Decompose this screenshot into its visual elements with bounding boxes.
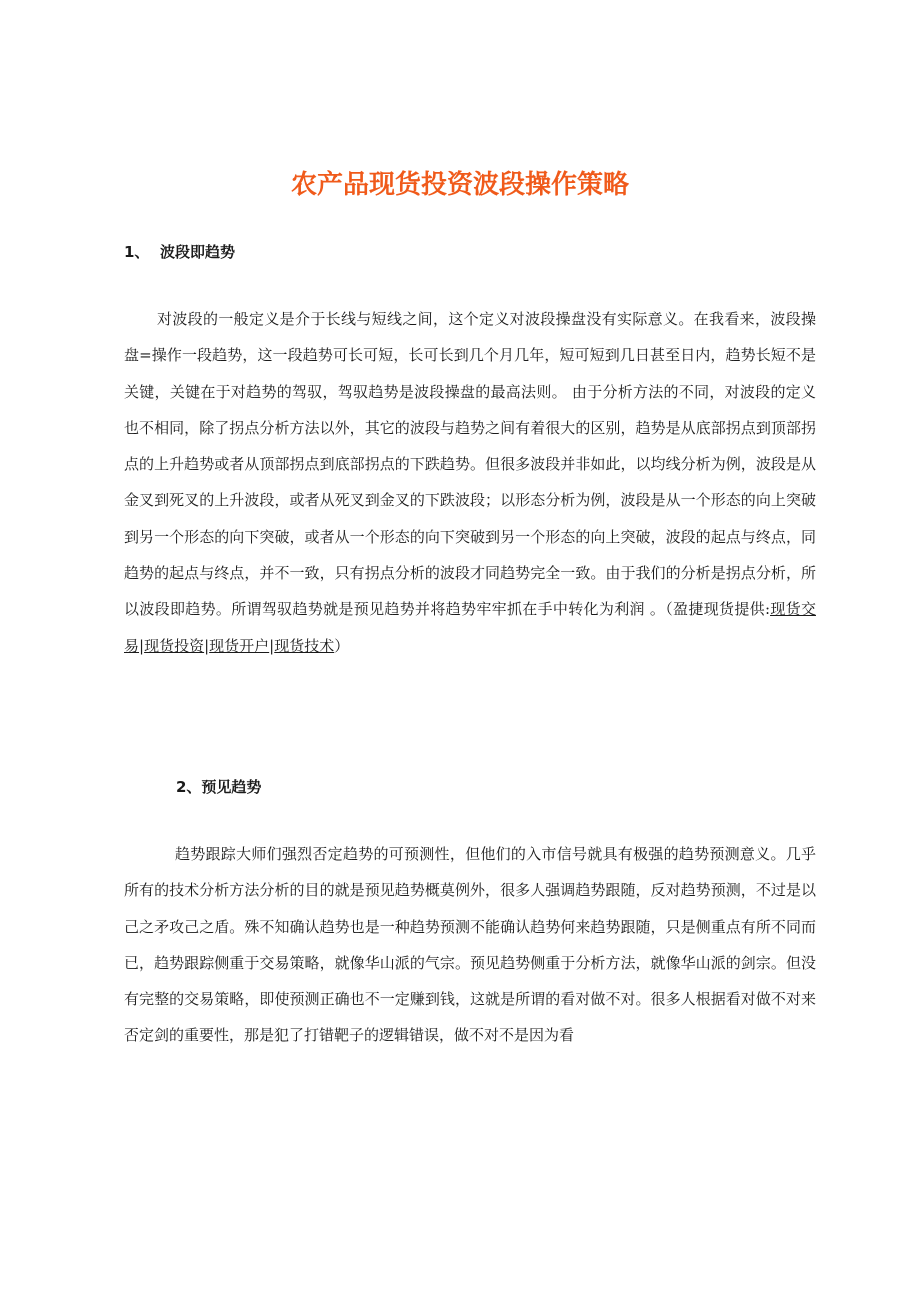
section-2-paragraph: 趋势跟踪大师们强烈否定趋势的可预测性，但他们的入市信号就具有极强的趋势预测意义。几乎所有的技术分析方法分析的目的就是预见趋势概莫例外，很多人强调趋势跟随，反对趋势预测，不过是以己之矛攻己之盾。殊不知确认趋势也是一种趋势预测不能确认趋势何来趋势跟随，只是侧重点有所不同而已，趋势跟踪侧重于交易策略，就像华山派的气宗。预见趋势侧重于分析方法，就像华山派的剑宗。但没有完整的交易策略，即使预测正确也不一定赚到钱，这就是所谓的看对做不对。很多人根据看对做不对来否定剑的重要性，那是犯了打错靶子的逻辑错误，做不对不是因为看 <box>124 845 816 1045</box>
link-separator: | <box>204 636 210 655</box>
section-1-paragraph <box>124 301 816 664</box>
section-1-heading-text: 波段即趋势 <box>160 243 236 261</box>
source-prefix: （盈捷现货提供: <box>665 600 771 619</box>
link-separator: | <box>139 636 145 655</box>
link-spot-account-opening[interactable]: 现货开户 <box>209 636 270 655</box>
document-title: 农产品现货投资波段操作策略 <box>290 170 629 200</box>
section-2-heading: 2、预见趋势 <box>176 778 262 796</box>
link-spot-investment[interactable]: 现货投资 <box>144 636 205 655</box>
link-spot-trading[interactable]: 现货交易 <box>124 600 816 655</box>
link-separator: | <box>269 636 275 655</box>
section-1-heading <box>124 240 235 264</box>
section-1-body: 对波段的一般定义是介于长线与短线之间，这个定义对波段操盘没有实际意义。在我看来，波段操盘=操作一段趋势，这一段趋势可长可短，长可长到几个月几年，短可短到几日甚至日内，趋势长短不是关键，关键在于对趋势的驾驭，驾驭趋势是波段操盘的最高法则。 由于分析方法的不同，对波段的定义也不相同，除了拐点分析方法以外，其它的波段与趋势之间有着很大的区别，趋势是从底部拐点到顶部拐点的上升趋势或者从顶部拐点到底部拐点的下跌趋势。但很多波段并非如此，以均线分析为例，波段是从金叉到死叉的上升波段，或者从死叉到金叉的下跌波段；以形态分析为例，波段是从一个形态的向上突破到另一个形态的向下突破，或者从一个形态的向下突破到另一个形态的向上突破，波段的起点与终点，同趋势的起点与终点，并不一致，只有拐点分析的波段才同趋势完全一致。由于我们的分析是拐点分析，所以波段即趋势。所谓驾驭趋势就是预见趋势并将趋势牢牢抓在手中转化为利润 。 <box>124 310 816 619</box>
link-spot-technique[interactable]: 现货技术 <box>274 636 335 655</box>
section-1-number: 1、 <box>124 243 150 261</box>
source-suffix: ） <box>334 636 350 655</box>
